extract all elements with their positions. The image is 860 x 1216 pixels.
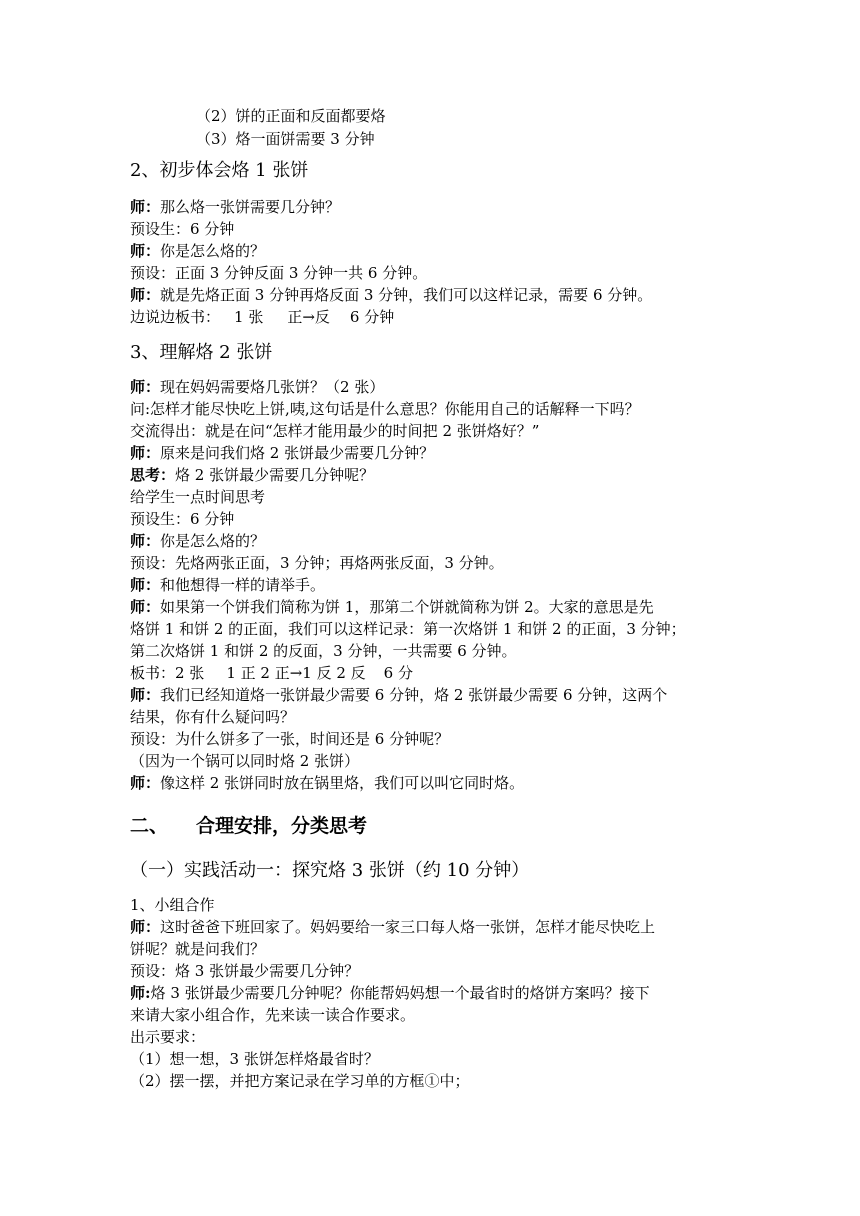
text-line: 思考：烙 2 张饼最少需要几分钟呢？ bbox=[130, 466, 375, 484]
activity-heading-1: （一）实践活动一：探究烙 3 张饼（约 10 分钟） bbox=[130, 860, 530, 881]
text-line: 预设生：6 分钟 bbox=[130, 510, 235, 528]
part-heading-2: 二、 合理安排，分类思考 bbox=[130, 815, 368, 837]
text-line: 师：那么烙一张饼需要几分钟？ bbox=[130, 198, 341, 216]
text-line: 烙饼 1 和饼 2 的正面，我们可以这样记录：第一次烙饼 1 和饼 2 的正面，3 分钟； bbox=[130, 620, 686, 638]
text-line: 饼呢？就是问我们？ bbox=[130, 940, 266, 958]
text-line: 预设：先烙两张正面，3 分钟；再烙两张反面，3 分钟。 bbox=[130, 554, 504, 572]
text-line: 师：这时爸爸下班回家了。妈妈要给一家三口每人烙一张饼，怎样才能尽快吃上 bbox=[130, 918, 656, 936]
text-line: 第二次烙饼 1 和饼 2 的反面，3 分钟，一共需要 6 分钟。 bbox=[130, 642, 517, 660]
text-line: 问:怎样才能尽快吃上饼,咦,这句话是什么意思？你能用自己的话解释一下吗？ bbox=[130, 400, 640, 418]
text-line: （因为一个锅可以同时烙 2 张饼） bbox=[130, 752, 360, 770]
board-writing-line: 边说边板书： 1 张 正→反 6 分钟 bbox=[130, 308, 395, 326]
section-heading-3: 3、理解烙 2 张饼 bbox=[130, 342, 273, 363]
text-line: 师：就是先烙正面 3 分钟再烙反面 3 分钟，我们可以这样记录，需要 6 分钟。 bbox=[130, 286, 653, 304]
text-line: 师：你是怎么烙的？ bbox=[130, 532, 266, 550]
section-heading-2: 2、初步体会烙 1 张饼 bbox=[130, 160, 309, 181]
text-line: 给学生一点时间思考 bbox=[130, 488, 266, 506]
text-line: 预设生：6 分钟 bbox=[130, 220, 235, 238]
text-line: 师：我们已经知道烙一张饼最少需要 6 分钟，烙 2 张饼最少需要 6 分钟，这两个 bbox=[130, 686, 668, 704]
text-line: 来请大家小组合作，先来读一读合作要求。 bbox=[130, 1006, 416, 1024]
text-line: 预设：正面 3 分钟反面 3 分钟一共 6 分钟。 bbox=[130, 264, 428, 282]
text-line: 1、小组合作 bbox=[130, 896, 215, 914]
text-line: 预设：为什么饼多了一张，时间还是 6 分钟呢？ bbox=[130, 730, 450, 748]
text-line: 预设：烙 3 张饼最少需要几分钟？ bbox=[130, 962, 360, 980]
requirement-1: （1）想一想，3 张饼怎样烙最省时？ bbox=[130, 1050, 379, 1068]
text-line: 师：和他想得一样的请举手。 bbox=[130, 576, 326, 594]
condition-3: （3）烙一面饼需要 3 分钟 bbox=[196, 130, 375, 148]
text-line: 师:烙 3 张饼最少需要几分钟呢？你能帮妈妈想一个最省时的烙饼方案吗？接下 bbox=[130, 984, 650, 1002]
text-line: 师：像这样 2 张饼同时放在锅里烙，我们可以叫它同时烙。 bbox=[130, 774, 525, 792]
board-writing-line: 板书：2 张 1 正 2 正→1 反 2 反 6 分 bbox=[130, 664, 413, 682]
text-line: 师：如果第一个饼我们简称为饼 1，那第二个饼就简称为饼 2。大家的意思是先 bbox=[130, 598, 654, 616]
text-line: 师：你是怎么烙的？ bbox=[130, 242, 266, 260]
text-line: 交流得出：就是在问“怎样才能用最少的时间把 2 张饼烙好？” bbox=[130, 422, 540, 440]
condition-2: （2）饼的正面和反面都要烙 bbox=[196, 107, 386, 125]
text-line: 师：原来是问我们烙 2 张饼最少需要几分钟？ bbox=[130, 444, 435, 462]
text-line: 出示要求： bbox=[130, 1028, 206, 1046]
requirement-2: （2）摆一摆，并把方案记录在学习单的方框①中； bbox=[130, 1072, 470, 1090]
text-line: 结果，你有什么疑问吗？ bbox=[130, 708, 296, 726]
text-line: 师：现在妈妈需要烙几张饼？（2 张） bbox=[130, 378, 385, 396]
